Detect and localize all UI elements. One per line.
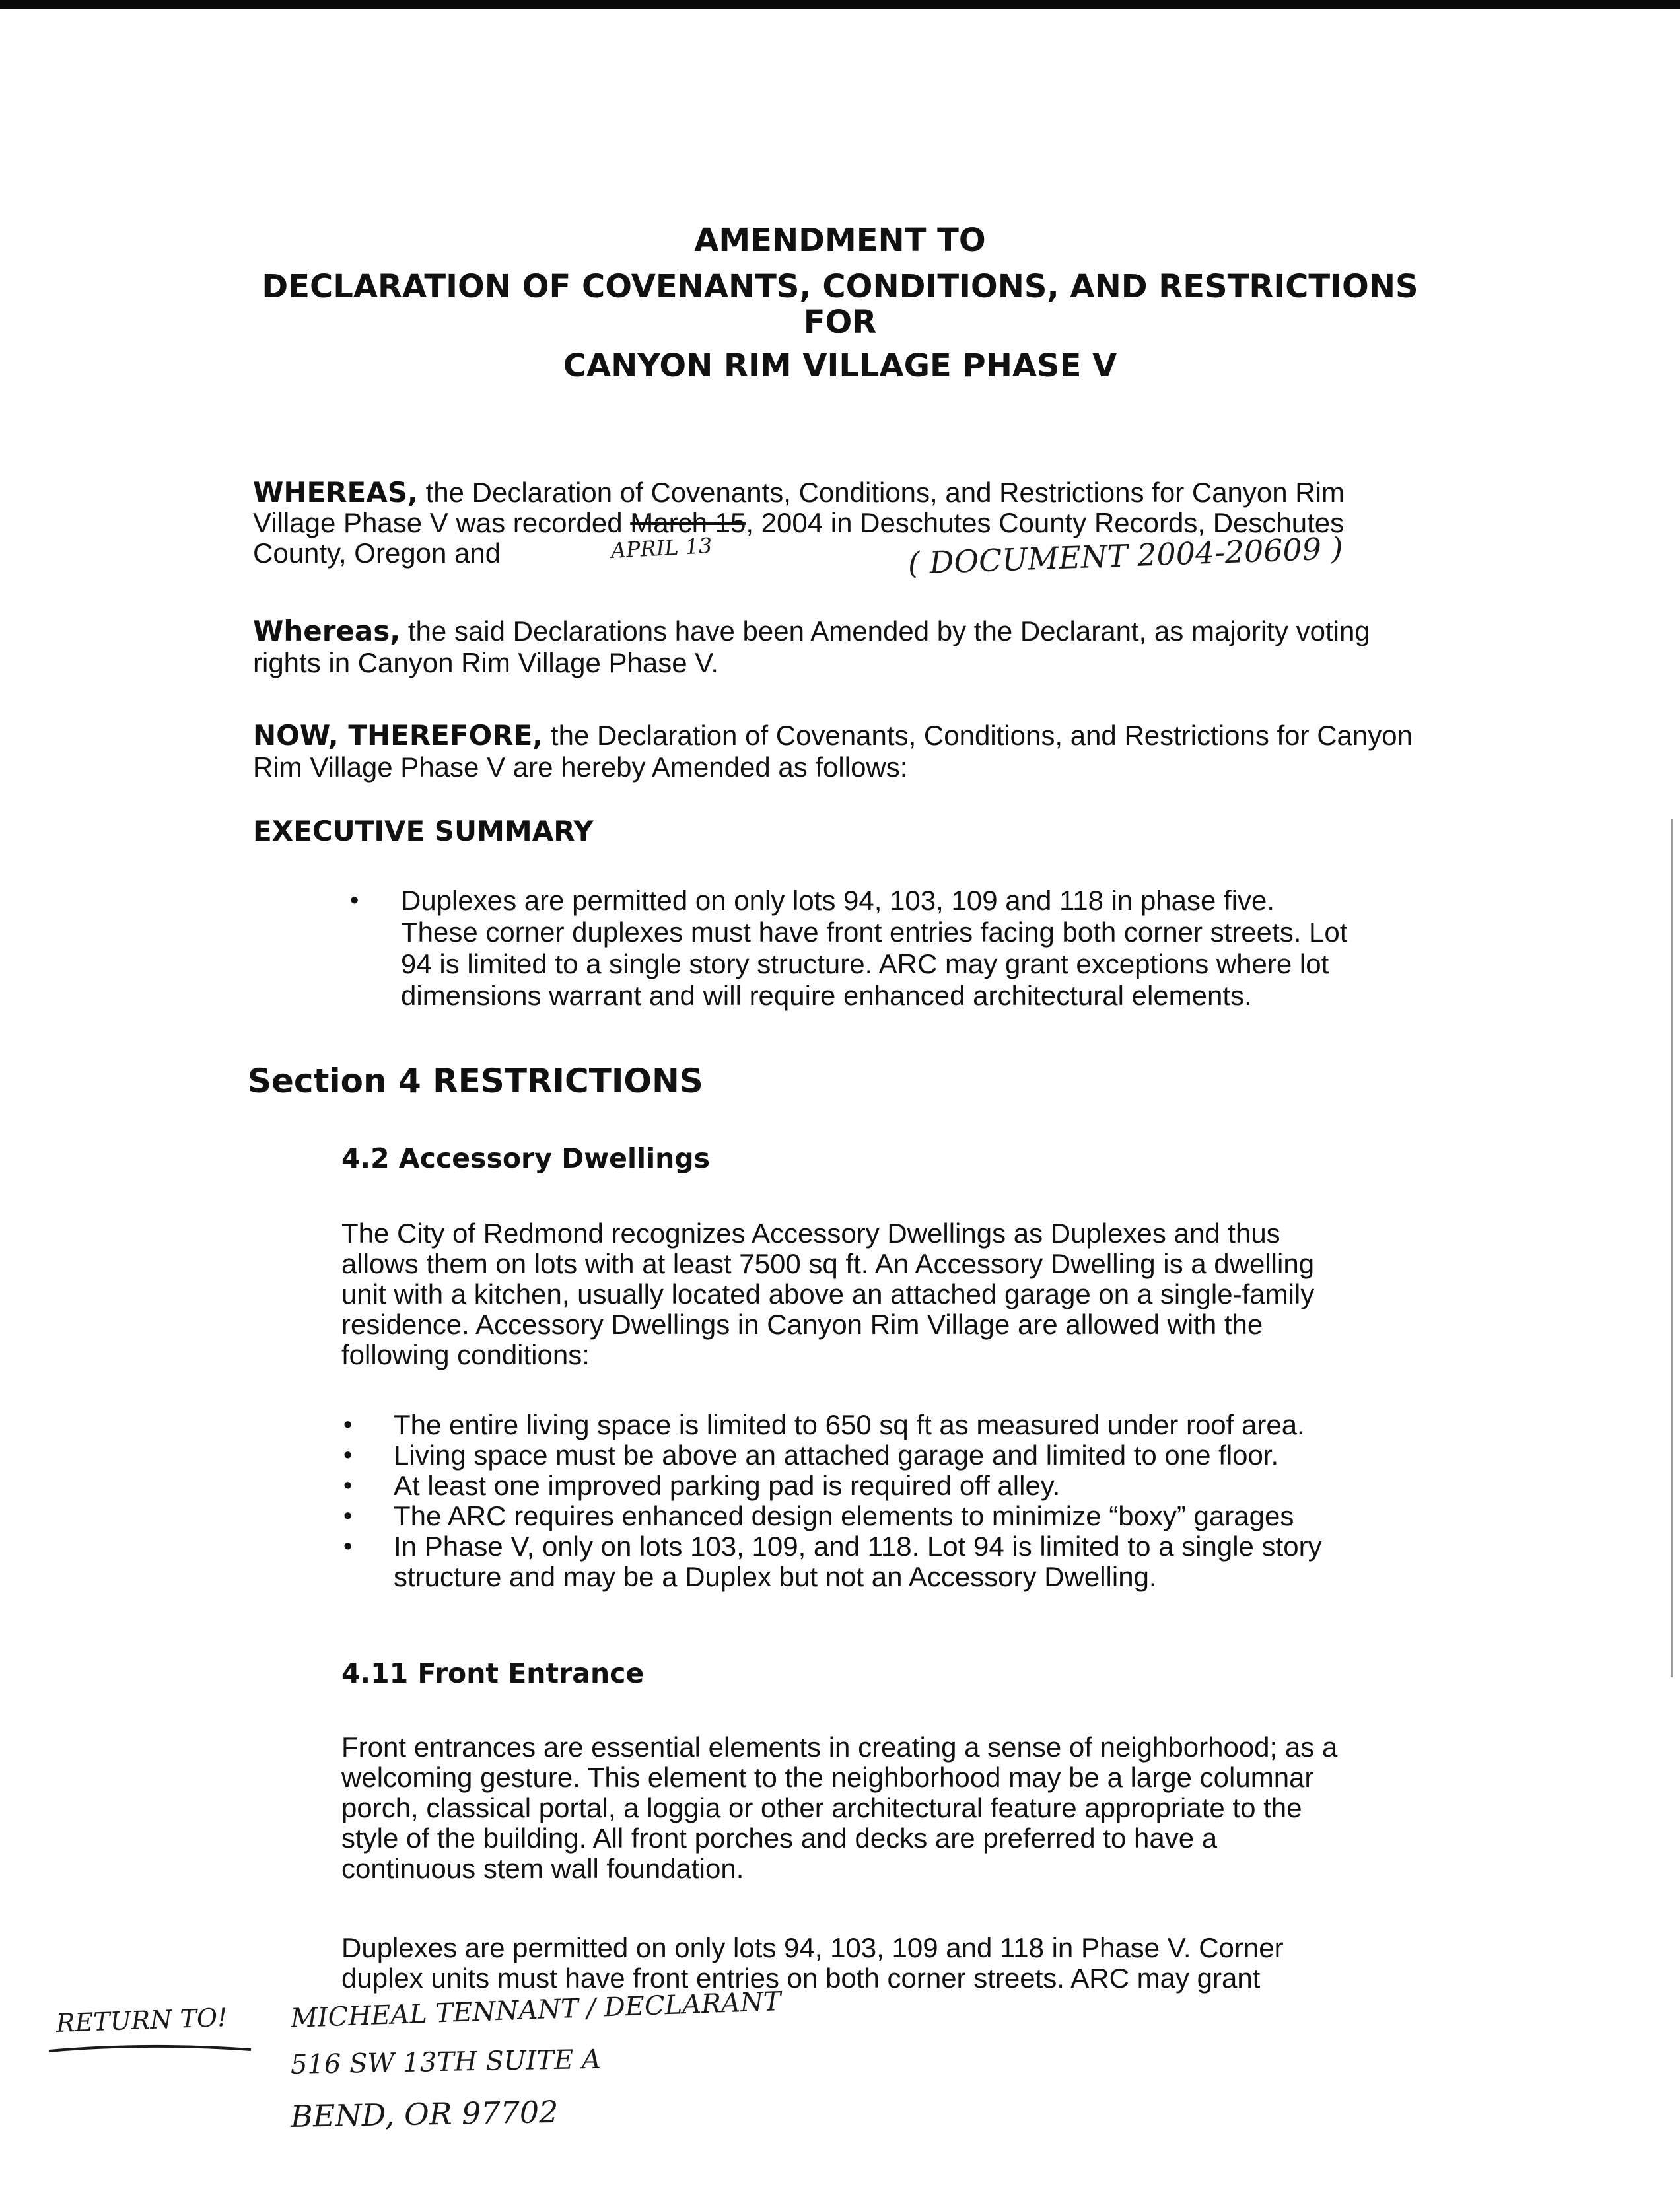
exec-bullet-line-2: These corner duplexes must have front entries facing both corner streets. Lot — [401, 917, 1348, 948]
struck-date: March 15 — [630, 507, 746, 538]
bullet-icon: • — [343, 1533, 353, 1560]
whereas1-line2-post: , 2004 in Deschutes County Records, Deschutes — [746, 507, 1345, 538]
s42-para-line-1: The City of Redmond recognizes Accessory Dwellings as Duplexes and thus — [341, 1218, 1280, 1249]
bullet-icon: • — [343, 1442, 353, 1469]
s411-heading: 4.11 Front Entrance — [341, 1658, 645, 1689]
exec-bullet-line-4: dimensions warrant and will require enhanced architectural elements. — [401, 980, 1252, 1011]
s42-bullet-1: The entire living space is limited to 650 sq ft as measured under roof area. — [394, 1409, 1305, 1440]
scan-top-edge — [0, 0, 1680, 9]
s42-bullet-2: Living space must be above an attached garage and limited to one floor. — [394, 1440, 1279, 1471]
exec-bullet-line-3: 94 is limited to a single story structure. ARC may grant exceptions where lot — [401, 948, 1329, 979]
s42-para-line-3: unit with a kitchen, usually located above an attached garage on a single-family — [341, 1278, 1315, 1309]
now-therefore-line1-text: the Declaration of Covenants, Conditions, and Restrictions for Canyon — [543, 720, 1413, 751]
handwritten-document-ref: ( DOCUMENT 2004-20609 ) — [907, 530, 1344, 581]
whereas1-line1-text: the Declaration of Covenants, Conditions, and Restrictions for Canyon Rim — [417, 477, 1345, 508]
s411-para1-line-3: porch, classical portal, a loggia or other architectural feature appropriate to the — [341, 1792, 1302, 1823]
s42-bullet-4: The ARC requires enhanced design elements to minimize “boxy” garages — [394, 1500, 1294, 1531]
now-therefore-line-1 — [253, 720, 1413, 751]
whereas1-line-3: County, Oregon and — [253, 538, 501, 569]
handwritten-return-name: MICHEAL TENNANT / DECLARANT — [290, 1986, 782, 2034]
handwritten-date-insert: APRIL 13 — [610, 532, 713, 563]
whereas2-line-1 — [253, 615, 1370, 647]
s42-bullet-5: In Phase V, only on lots 103, 109, and 118. Lot 94 is limited to a single story — [394, 1531, 1322, 1562]
s411-para1-line-1: Front entrances are essential elements in creating a sense of neighborhood; as a — [341, 1731, 1338, 1763]
bullet-icon: • — [343, 1472, 353, 1500]
s42-para-line-4: residence. Accessory Dwellings in Canyon Rim Village are allowed with the — [341, 1309, 1263, 1340]
whereas2-lead: Whereas, — [253, 615, 401, 647]
s411-para2-line-2: duplex units must have front entries on both corner streets. ARC may grant — [341, 1963, 1261, 1994]
s42-heading: 4.2 Accessory Dwellings — [341, 1142, 711, 1174]
bullet-icon: • — [343, 1502, 353, 1530]
whereas2-line-2: rights in Canyon Rim Village Phase V. — [253, 647, 719, 678]
whereas1-lead: WHEREAS, — [253, 476, 418, 508]
now-therefore-lead: NOW, THEREFORE, — [253, 719, 543, 751]
handwritten-return-city: BEND, OR 97702 — [290, 2093, 559, 2134]
handwritten-return-street: 516 SW 13TH SUITE A — [290, 2044, 602, 2080]
s42-para-line-2: allows them on lots with at least 7500 sq ft. An Accessory Dwelling is a dwelling — [341, 1248, 1315, 1279]
handwritten-return-label: RETURN TO! — [55, 2002, 228, 2038]
title-line-2: DECLARATION OF COVENANTS, CONDITIONS, AND RESTRICTIONS — [262, 268, 1418, 305]
s411-para1-line-5: continuous stem wall foundation. — [341, 1853, 744, 1884]
whereas1-line-2 — [253, 507, 1344, 539]
s42-para-line-5: following conditions: — [341, 1339, 590, 1370]
s42-bullet-3: At least one improved parking pad is required off alley. — [394, 1470, 1061, 1501]
whereas1-line2-pre: Village Phase V was recorded — [253, 507, 631, 538]
title-line-4: CANYON RIM VILLAGE PHASE V — [563, 347, 1117, 384]
handwritten-underline — [46, 2039, 258, 2059]
title-line-3: FOR — [803, 304, 877, 341]
whereas2-line1-text: the said Declarations have been Amended by the Declarant, as majority voting — [400, 615, 1370, 646]
bullet-icon: • — [350, 887, 359, 915]
s411-para1-line-4: style of the building. All front porches and decks are preferred to have a — [341, 1823, 1218, 1854]
title-line-1: AMENDMENT TO — [694, 222, 986, 259]
exec-bullet-line-1: Duplexes are permitted on only lots 94, 103, 109 and 118 in phase five. — [401, 885, 1275, 916]
whereas1-line-1 — [253, 477, 1345, 508]
s411-para1-line-2: welcoming gesture. This element to the neighborhood may be a large columnar — [341, 1762, 1314, 1793]
now-therefore-line-2: Rim Village Phase V are hereby Amended as follows: — [253, 751, 908, 783]
s42-bullet-5-continued: structure and may be a Duplex but not an Accessory Dwelling. — [394, 1561, 1157, 1592]
scan-right-edge-line — [1671, 819, 1673, 1677]
section4-heading: Section 4 RESTRICTIONS — [248, 1062, 703, 1100]
executive-summary-heading: EXECUTIVE SUMMARY — [253, 815, 594, 847]
bullet-icon: • — [343, 1411, 353, 1439]
s411-para2-line-1: Duplexes are permitted on only lots 94, 103, 109 and 118 in Phase V. Corner — [341, 1932, 1284, 1963]
